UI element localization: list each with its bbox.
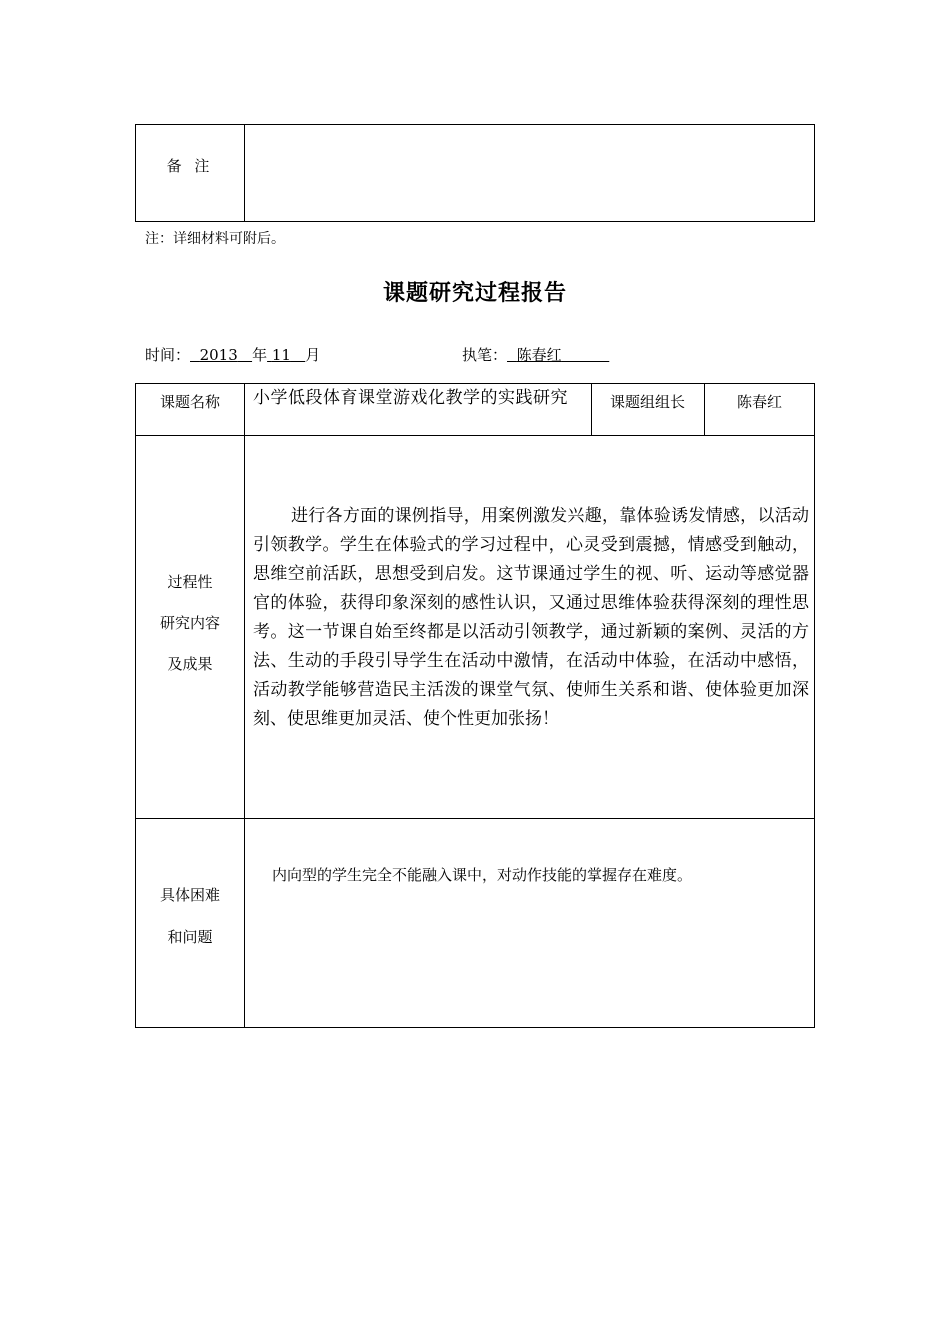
author-label: 执笔： <box>462 346 508 364</box>
process-label-line: 过程性 <box>167 573 213 591</box>
process-label-line: 及成果 <box>167 655 213 673</box>
row-divider <box>136 818 814 819</box>
process-label-line: 研究内容 <box>159 614 220 632</box>
time-field <box>145 344 320 365</box>
month-value: 11 <box>271 346 291 364</box>
report-table <box>135 383 815 1028</box>
year-unit: 年 <box>252 346 268 364</box>
difficulty-label-line: 和问题 <box>167 928 213 946</box>
column-divider <box>244 384 245 1027</box>
time-label: 时间： <box>145 346 191 364</box>
topic-name-value: 小学低段体育课堂游戏化教学的实践研究 <box>253 388 568 408</box>
attachment-note: 注：详细材料可附后。 <box>145 231 285 247</box>
year-value: 2013 <box>199 346 238 364</box>
remarks-table <box>135 124 815 222</box>
process-label <box>136 562 244 685</box>
author-field <box>462 344 609 365</box>
difficulty-content: 内向型的学生完全不能融入课中，对动作技能的掌握存在难度。 <box>272 866 693 884</box>
remarks-label: 备 注 <box>166 157 214 175</box>
author-value: 陈春红 <box>516 346 562 364</box>
process-content: 进行各方面的课例指导，用案例激发兴趣，靠体验诱发情感，以活动引领教学。学生在体验式的学习过程中，心灵受到震撼，情感受到触动，思维空前活跃，思想受到启发。这节课通过学生的视、听、运动等感觉器官的体验，获得印象深刻的感性认识，又通过思维体验获得深刻的理性思考。这一节课自始至终都是以活动引领教学，通过新颖的案例、灵活的方法、生动的手段引导学生在活动中激情，在活动中体验，在活动中感悟，活动教学能够营造民主活泼的课堂气氛、使师生关系和谐、使体验更加深刻、使思维更加灵活、使个性更加张扬！ <box>253 506 809 729</box>
difficulty-label-line: 具体困难 <box>159 886 220 904</box>
remarks-divider <box>244 125 245 221</box>
difficulty-label <box>136 874 244 958</box>
topic-name-label: 课题名称 <box>159 393 220 411</box>
row-divider <box>136 435 814 436</box>
leader-value: 陈春红 <box>736 393 782 411</box>
report-title: 课题研究过程报告 <box>382 280 567 306</box>
month-unit: 月 <box>305 346 321 364</box>
leader-label: 课题组组长 <box>609 393 685 411</box>
